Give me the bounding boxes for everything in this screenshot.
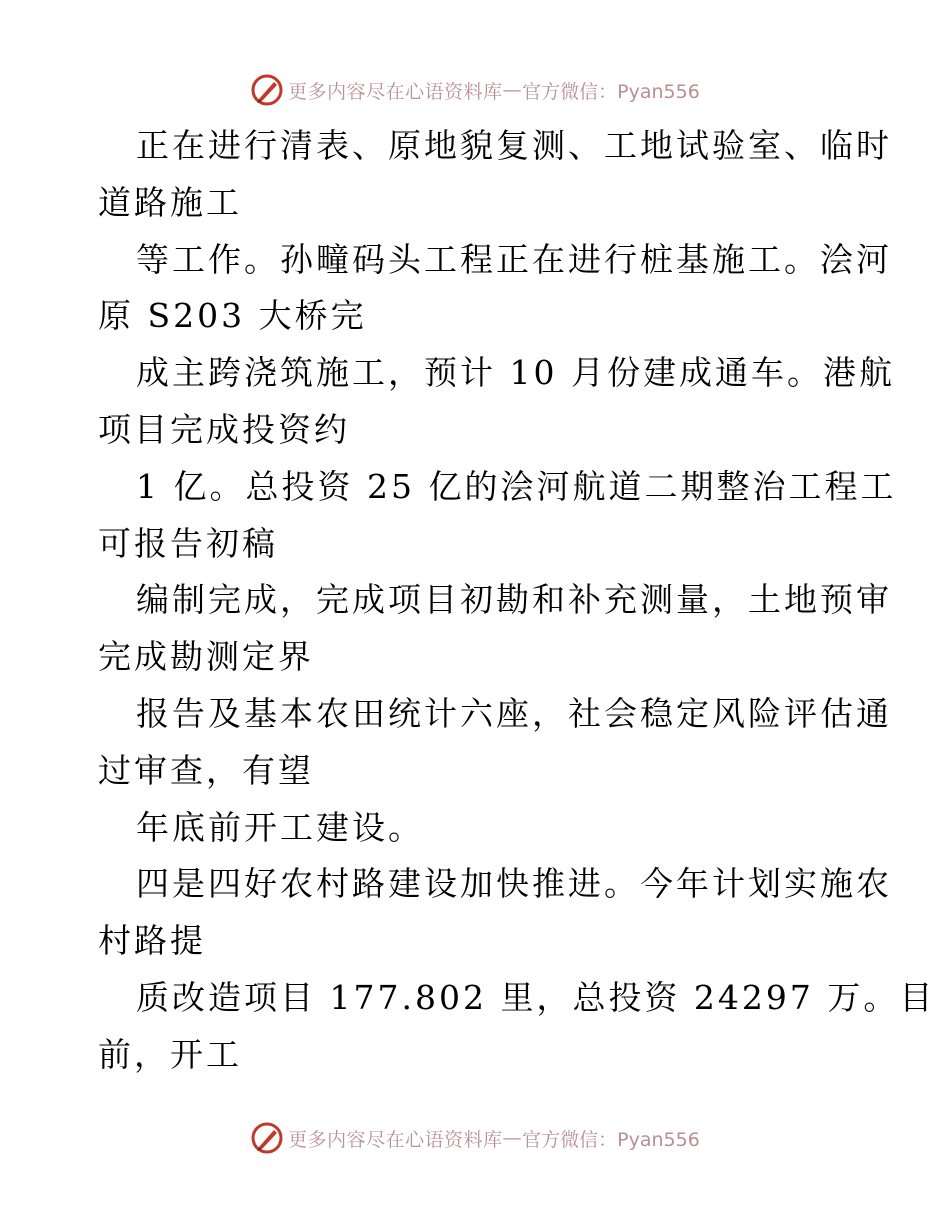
header-separator: — — [502, 79, 523, 101]
text-line: 原 S203 大桥完 — [98, 296, 367, 336]
text-line: 项目完成投资约 — [98, 409, 350, 449]
footer-banner — [0, 1118, 950, 1158]
text-line: 报告及基本农田统计六座，社会稳定风险评估通 — [136, 693, 892, 733]
footer-separator: — — [502, 1127, 523, 1149]
text-line: 质改造项目 177.802 里，总投资 24297 万。目 — [136, 977, 936, 1017]
text-line: 正在进行清表、原地貌复测、工地试验室、临时 — [136, 126, 892, 165]
text-line: 过审查，有望 — [98, 750, 314, 790]
text-line: 前，开工 — [98, 1034, 242, 1074]
text-line: 可报告初稿 — [98, 523, 278, 563]
footer-site-text: 更多内容尽在心语资料库 — [288, 1128, 503, 1151]
pen-logo-icon — [250, 1121, 284, 1155]
header-banner — [0, 70, 950, 110]
text-line: 1 亿。总投资 25 亿的浍河航道二期整治工程工 — [136, 466, 897, 506]
text-line: 四是四好农村路建设加快推进。今年计划实施农 — [136, 864, 892, 904]
text-line: 等工作。孙疃码头工程正在进行桩基施工。浍河 — [136, 239, 892, 279]
footer-contact-text: 官方微信：Pyan556 — [522, 1128, 700, 1151]
text-line: 编制完成，完成项目初勘和补充测量，土地预审 — [136, 580, 892, 620]
document-body — [98, 118, 936, 1084]
header-site-text: 更多内容尽在心语资料库 — [288, 80, 503, 103]
text-line: 年底前开工建设。 — [136, 807, 424, 847]
text-line: 完成勘测定界 — [98, 637, 314, 677]
header-contact-text: 官方微信：Pyan556 — [522, 80, 700, 103]
pen-logo-icon — [250, 73, 284, 107]
text-line: 村路提 — [98, 921, 206, 961]
text-line: 道路施工 — [98, 182, 242, 222]
text-line: 成主跨浇筑施工，预计 10 月份建成通车。港航 — [136, 353, 895, 393]
